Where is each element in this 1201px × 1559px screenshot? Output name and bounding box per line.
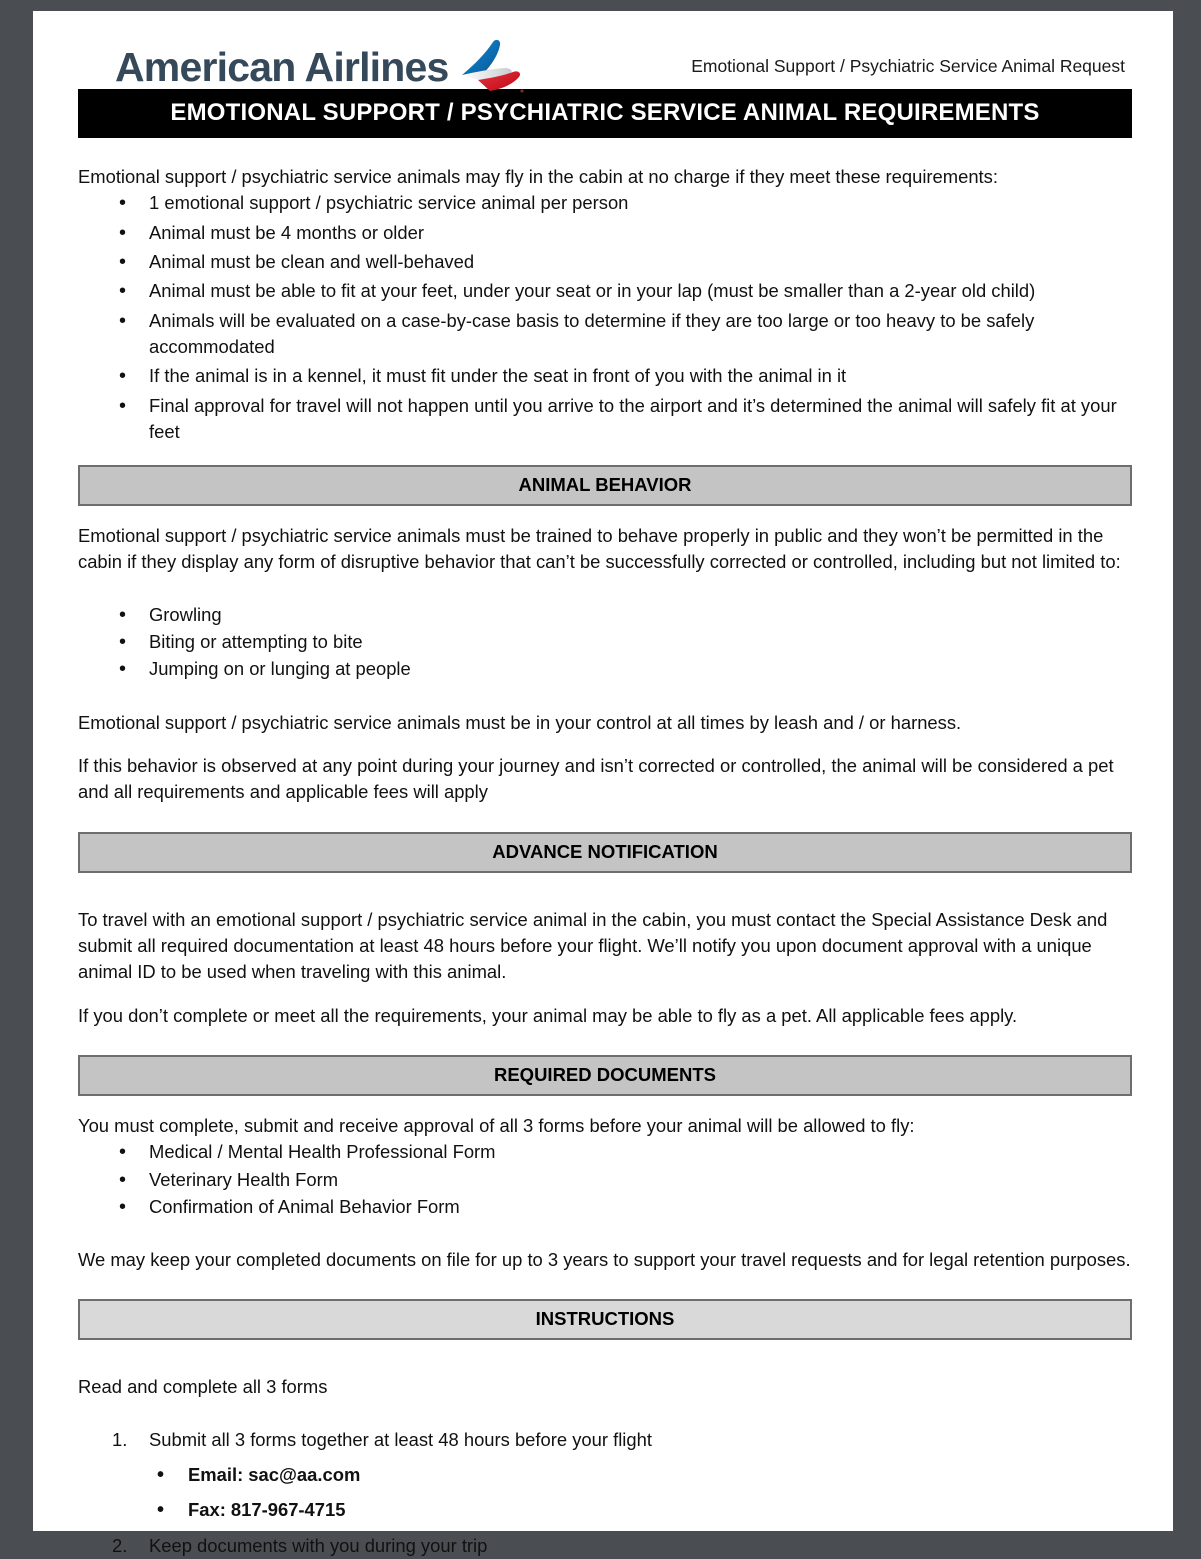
list-item: • Final approval for travel will not happen until you arrive to the airport and it’s determined the animal will safely fit at your feet bbox=[78, 393, 1132, 446]
intro-lead: Emotional support / psychiatric service animals may fly in the cabin at no charge if they meet these requirements: bbox=[78, 166, 998, 187]
list-item-veterinary-form: • Veterinary Health Form bbox=[78, 1167, 1132, 1193]
list-item: • Biting or attempting to bite bbox=[78, 629, 1132, 655]
main-title-banner: EMOTIONAL SUPPORT / PSYCHIATRIC SERVICE ANIMAL REQUIREMENTS bbox=[78, 89, 1132, 138]
aa-flight-symbol-icon bbox=[460, 39, 524, 95]
intro-requirements-list bbox=[78, 190, 1132, 445]
instructions-section bbox=[33, 1374, 1173, 1559]
disruptive-behavior-list bbox=[78, 602, 1132, 683]
document-header bbox=[33, 11, 1173, 89]
step-item-keep-documents: Keep documents with you during your trip bbox=[149, 1534, 488, 1556]
document-page bbox=[33, 11, 1173, 1556]
advance-notification-paragraph-2: If you don’t complete or meet all the requirements, your animal may be able to fly as a pet. All applicable fees apply. bbox=[78, 1004, 1018, 1026]
list-item: • Animal must be clean and well-behaved bbox=[78, 249, 1132, 275]
section-header-instructions: INSTRUCTIONS bbox=[78, 1299, 1132, 1340]
list-item: • Animal must be 4 months or older bbox=[78, 220, 1132, 246]
section-header-animal-behavior: ANIMAL BEHAVIOR bbox=[78, 465, 1132, 506]
advance-notification-section bbox=[33, 907, 1173, 1029]
list-item: • 1 emotional support / psychiatric service animal per person bbox=[78, 190, 1132, 216]
instructions-steps-list bbox=[78, 1427, 1132, 1559]
brand-wordmark: American Airlines bbox=[115, 43, 449, 90]
contact-methods-list bbox=[149, 1462, 1132, 1524]
section-header-advance-notification: ADVANCE NOTIFICATION bbox=[78, 832, 1132, 873]
animal-behavior-paragraph-1: Emotional support / psychiatric service animals must be trained to behave properly in public and they won’t be permitted in the cabin if they display any form of disruptive behavior that can’t be successfully corrected or controlled, including but not limited to: bbox=[78, 525, 1121, 573]
section-header-required-documents: REQUIRED DOCUMENTS bbox=[78, 1055, 1132, 1096]
header-document-title: Emotional Support / Psychiatric Service Animal Request bbox=[691, 56, 1125, 76]
animal-behavior-section bbox=[33, 523, 1173, 806]
list-item: • Jumping on or lunging at people bbox=[78, 656, 1132, 682]
required-forms-list bbox=[78, 1139, 1132, 1220]
instructions-lead: Read and complete all 3 forms bbox=[78, 1376, 328, 1398]
list-item-behavior-form[interactable]: • Confirmation of Animal Behavior Form bbox=[78, 1194, 1132, 1220]
step-label: Submit all 3 forms together at least 48 hours before your flight bbox=[149, 1428, 652, 1450]
list-item: • Animal must be able to fit at your feet, under your seat or in your lap (must be smaller than a 2-year old child) bbox=[78, 278, 1132, 304]
retention-note: We may keep your completed documents on file for up to 3 years to support your travel requests and for legal retention purposes. bbox=[78, 1249, 1131, 1271]
step-item-submit-forms bbox=[78, 1427, 1132, 1524]
list-item: • If the animal is in a kennel, it must fit under the seat in front of you with the animal in it bbox=[78, 363, 1132, 389]
contact-email[interactable]: • Email: sac@aa.com bbox=[149, 1462, 1132, 1488]
animal-behavior-paragraph-2: Emotional support / psychiatric service animals must be in your control at all times by leash and / or harness. bbox=[78, 711, 962, 733]
advance-notification-paragraph-1: To travel with an emotional support / psychiatric service animal in the cabin, you must contact the Special Assistance Desk and submit all required documentation at least 48 hours before your flight. We’ll notify you upon document approval with a unique animal ID to be used when traveling with this animal. bbox=[78, 908, 1108, 983]
contact-fax: • Fax: 817-967-4715 bbox=[149, 1497, 1132, 1523]
required-documents-section bbox=[33, 1113, 1173, 1274]
american-airlines-logo bbox=[115, 39, 524, 95]
animal-behavior-paragraph-3: If this behavior is observed at any point during your journey and isn’t corrected or controlled, the animal will be considered a pet and all requirements and applicable fees will apply bbox=[78, 755, 1114, 803]
list-item-medical-form: • Medical / Mental Health Professional Form bbox=[78, 1139, 1132, 1165]
intro-section bbox=[33, 164, 1173, 445]
required-documents-lead: You must complete, submit and receive approval of all 3 forms before your animal will be allowed to fly: bbox=[78, 1114, 915, 1136]
list-item: • Growling bbox=[78, 602, 1132, 628]
list-item: • Animals will be evaluated on a case-by-case basis to determine if they are too large or too heavy to be safely accommodated bbox=[78, 308, 1132, 361]
